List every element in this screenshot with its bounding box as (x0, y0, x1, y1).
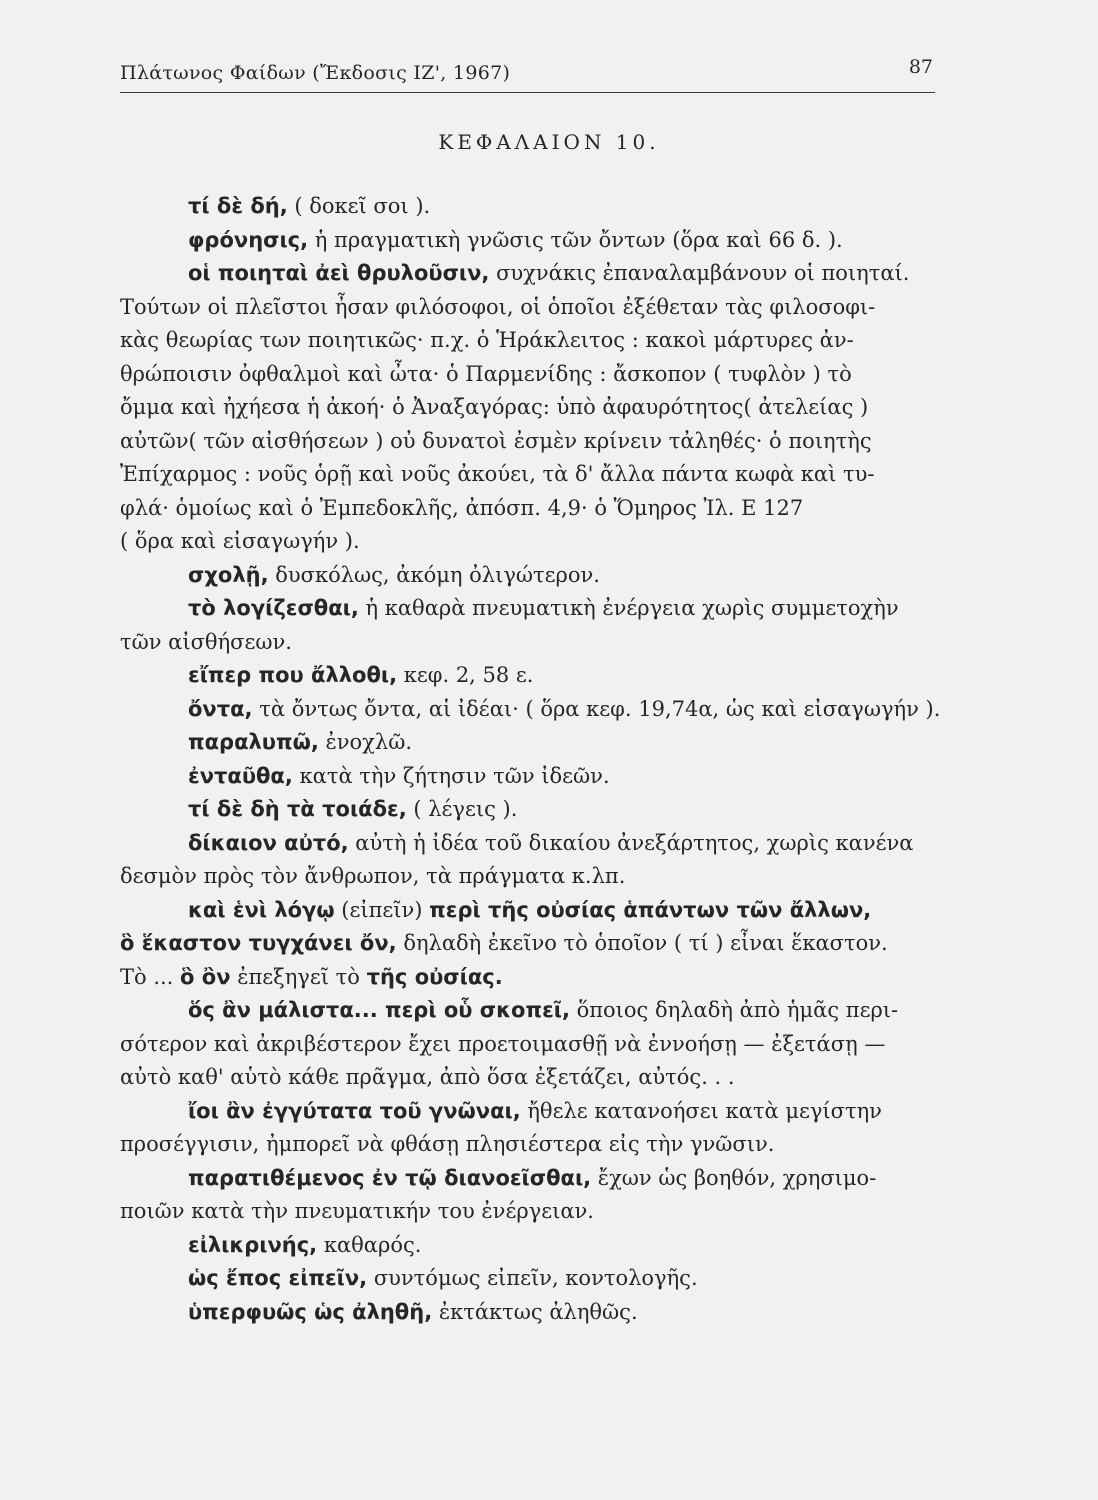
gloss: αὐτῶν( τῶν αἰσθήσεων ) οὐ δυνατοὶ ἐσμὲν κρίνειν τἀληθές· ὁ ποιητὴς (120, 428, 872, 453)
running-head: Πλάτωνος Φαίδων (Ἔκδοσις ΙΖ', 1967) (120, 62, 511, 84)
line (120, 693, 950, 727)
lemma: ὡς ἔπος εἰπεῖν, (188, 1266, 368, 1290)
gloss: συχνάκις ἐπαναλαμβάνουν οἱ ποιηταί. (489, 261, 910, 285)
lemma: οἱ ποιηταὶ ἀεὶ θρυλοῦσιν, (188, 261, 490, 285)
gloss: κὰς θεωρίας των ποιητικῶς· π.χ. ὁ Ἡράκλειτος : κακοὶ μάρτυρες ἀν- (120, 328, 854, 352)
lemma: παρατιθέμενος ἐν τῷ διανοεῖσθαι, (188, 1165, 592, 1190)
page-number: 87 (908, 56, 933, 78)
line (120, 1128, 950, 1162)
gloss: καθαρός. (317, 1232, 422, 1257)
gloss: ἐκτάκτως ἀληθῶς. (432, 1299, 638, 1324)
lemma: σχολῇ, (188, 562, 269, 587)
gloss: τῶν αἰσθήσεων. (120, 629, 292, 654)
line (120, 961, 950, 995)
line (120, 190, 950, 224)
line (120, 492, 950, 526)
lemma: ὑπερφυῶς ὡς ἀληθῆ, (188, 1299, 433, 1324)
chapter-title: ΚΕΦΑΛΑΙΟΝ 10. (438, 130, 660, 154)
line (120, 626, 950, 660)
lemma: ὅς ἂν μάλιστα... περὶ οὗ σκοπεῖ, (188, 998, 570, 1022)
lemma: ὄντα, (188, 696, 253, 721)
line (120, 1229, 950, 1263)
line (120, 927, 950, 961)
gloss: προσέγγισιν, ἠμπορεῖ νὰ φθάσῃ πλησιέστερα εἰς τὴν γνῶσιν. (120, 1132, 775, 1156)
gloss: θρώποισιν ὀφθαλμοὶ καὶ ὦτα· ὁ Παρμενίδης : ἄσκοπον ( τυφλὸν ) τὸ (120, 361, 852, 386)
line (120, 1061, 950, 1095)
gloss: ( λέγεις ). (406, 797, 518, 821)
line (120, 894, 950, 928)
lemma: εἴπερ που ἄλλοθι, (188, 663, 398, 687)
gloss: ἡ καθαρὰ πνευματικὴ ἐνέργεια χωρὶς συμμετοχὴν (358, 596, 899, 620)
line (120, 793, 950, 827)
line (120, 391, 950, 425)
lemma: παραλυπῶ, (188, 730, 319, 754)
lemma: δίκαιον αὐτό, (188, 830, 349, 855)
line (120, 760, 950, 794)
gloss: κεφ. 2, 58 ε. (397, 663, 534, 687)
line (120, 860, 950, 894)
gloss: δεσμὸν πρὸς τὸν ἄνθρωπον, τὰ πράγματα κ.λπ. (120, 864, 626, 888)
line (120, 1296, 950, 1330)
gloss: Τὸ ... (120, 964, 181, 989)
gloss: ( δοκεῖ σοι ). (287, 194, 431, 218)
gloss: αὐτὸ καθ' αὑτὸ κάθε πρᾶγμα, ἀπὸ ὅσα ἐξετάζει, αὐτός. . . (120, 1065, 735, 1089)
gloss: κατὰ τὴν ζήτησιν τῶν ἰδεῶν. (292, 763, 610, 788)
line (120, 827, 950, 861)
gloss: τὰ ὄντως ὄντα, αἱ ἰδέαι· ( ὅρα κεφ. 19,74α, ὡς καὶ εἰσαγωγήν ). (252, 696, 941, 721)
lemma: περὶ τῆς οὐσίας ἁπάντων τῶν ἄλλων, (429, 897, 872, 922)
page-header (120, 58, 935, 93)
gloss: δυσκόλως, ἀκόμη ὀλιγώτερον. (268, 562, 600, 587)
lemma: τὸ λογίζεσθαι, (188, 596, 359, 620)
gloss: ἤθελε κατανοήσει κατὰ μεγίστην (520, 1098, 882, 1123)
line (120, 358, 950, 392)
line (120, 224, 950, 258)
gloss: Τούτων οἱ πλεῖστοι ἦσαν φιλόσοφοι, οἱ ὁποῖοι ἐξέθεταν τὰς φιλοσοφι- (120, 294, 876, 319)
lemma: καὶ ἑνὶ λόγῳ (188, 897, 335, 922)
lemma: εἰλικρινής, (188, 1232, 318, 1257)
commentary-body (120, 190, 950, 1329)
lemma: τί δὲ δή, (188, 194, 288, 218)
lemma: ὃ ἕκαστον τυγχάνει ὄν, (120, 931, 397, 955)
gloss: σότερον καὶ ἀκριβέστερον ἔχει προετοιμασθῇ νὰ ἐννοήσῃ — ἐξετάσῃ — (120, 1031, 886, 1056)
line (120, 994, 950, 1028)
gloss: ἐνοχλῶ. (318, 730, 412, 754)
gloss: (εἰπεῖν) (334, 897, 430, 922)
lemma: ἐνταῦθα, (188, 763, 293, 788)
gloss: φλά· ὁμοίως καὶ ὁ Ἐμπεδοκλῆς, ἀπόσπ. 4,9· ὁ Ὅμηρος Ἰλ. Ε 127 (120, 495, 804, 520)
gloss: ποιῶν κατὰ τὴν πνευματικήν του ἐνέργειαν. (120, 1199, 594, 1223)
line (120, 1262, 950, 1296)
gloss: ( ὅρα καὶ εἰσαγωγήν ). (120, 529, 360, 553)
lemma: φρόνησις, (188, 227, 309, 252)
line (120, 1028, 950, 1062)
line (120, 525, 950, 559)
gloss: ὄμμα καὶ ἠχήεσα ἡ ἀκοή· ὁ Ἀναξαγόρας: ὑπὸ ἀφαυρότητος( ἀτελείας ) (120, 395, 869, 419)
lemma: τί δὲ δὴ τὰ τοιάδε, (188, 797, 407, 821)
lemma: ὃ ὂν (180, 964, 231, 989)
line (120, 425, 950, 459)
gloss: δηλαδὴ ἐκεῖνο τὸ ὁποῖον ( τί ) εἶναι ἕκαστον. (396, 931, 888, 955)
gloss: αὐτὴ ἡ ἰδέα τοῦ δικαίου ἀνεξάρτητος, χωρὶς κανένα (348, 830, 914, 855)
lemma: ἴοι ἂν ἐγγύτατα τοῦ γνῶναι, (188, 1098, 521, 1123)
line (120, 458, 950, 492)
line (120, 257, 950, 291)
lemma: τῆς οὐσίας. (366, 964, 503, 989)
gloss: ἐπεξηγεῖ τὸ (230, 964, 367, 989)
line (120, 592, 950, 626)
line (120, 1095, 950, 1129)
gloss: Ἐπίχαρμος : νοῦς ὁρῇ καὶ νοῦς ἀκούει, τὰ δ' ἄλλα πάντα κωφὰ καὶ τυ- (120, 462, 875, 486)
line (120, 291, 950, 325)
gloss: ἡ πραγματικὴ γνῶσις τῶν ὄντων (ὅρα καὶ 66 δ. ). (308, 227, 843, 252)
line (120, 1195, 950, 1229)
line (120, 726, 950, 760)
line (120, 659, 950, 693)
gloss: ἔχων ὡς βοηθόν, χρησιμο- (591, 1165, 877, 1190)
line (120, 324, 950, 358)
gloss: ὅποιος δηλαδὴ ἀπὸ ἡμᾶς περι- (569, 998, 899, 1022)
line (120, 559, 950, 593)
gloss: συντόμως εἰπεῖν, κοντολογῆς. (367, 1266, 698, 1290)
line (120, 1162, 950, 1196)
